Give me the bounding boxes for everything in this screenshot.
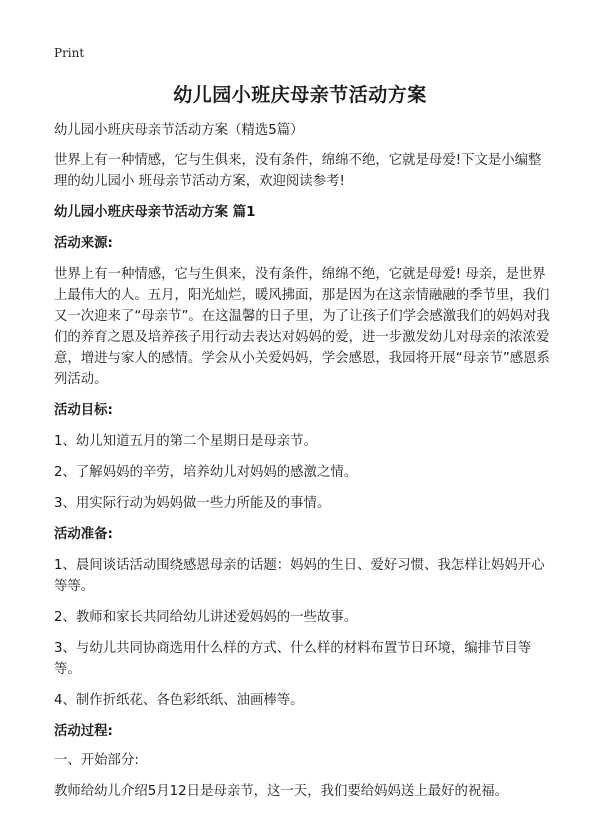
- source-paragraph: 世界上有一种情感，它与生俱来，没有条件，绵绵不绝，它就是母爱! 母亲，是世界上最伟大的人。五月，阳光灿烂，暖风拂面，那是因为在这亲情融融的季节里，我们又一次迎来了“母亲节”。在这温馨的日子里，为了让孩子们学会感激我们的妈妈对我们的养育之恩及培养孩子用行动去表达对妈妈的爱，进一步激发幼儿对母亲的浓浓爱意，增进与家人的感情。学会从小关爱妈妈，学会感恩，我园将开展“母亲节”感恩系列活动。: [54, 267, 550, 387]
- goal-item: 3、用实际行动为妈妈做一些力所能及的事情。: [54, 496, 331, 511]
- goal-item: 2、了解妈妈的辛劳，培养幼儿对妈妈的感激之情。: [54, 465, 358, 480]
- prep-item: 3、与幼儿共同协商选用什么样的方式、什么样的材料布置节日环境，编排节目等等。: [54, 641, 532, 677]
- section-title-process: 活动过程:: [54, 724, 113, 739]
- goal-item: 1、幼儿知道五月的第二个星期日是母亲节。: [54, 434, 317, 449]
- article-heading: 幼儿园小班庆母亲节活动方案 篇1: [54, 205, 256, 220]
- section-title-prep: 活动准备:: [54, 527, 113, 542]
- prep-item: 2、教师和家长共同给幼儿讲述爱妈妈的一些故事。: [54, 610, 358, 625]
- process-paragraph: 教师给幼儿介绍5月12日是母亲节，这一天，我们要给妈妈送上最好的祝福。: [54, 784, 509, 799]
- document-subtitle: 幼儿园小班庆母亲节活动方案（精选5篇）: [54, 123, 304, 138]
- section-title-source: 活动来源:: [54, 236, 113, 251]
- process-subheading: 一、开始部分:: [54, 753, 139, 768]
- page-title: 幼儿园小班庆母亲节活动方案: [173, 84, 427, 106]
- section-title-goals: 活动目标:: [54, 403, 113, 418]
- prep-item: 4、制作折纸花、各色彩纸纸、油画棒等。: [54, 693, 304, 708]
- intro-paragraph: 世界上有一种情感，它与生俱来，没有条件，绵绵不绝，它就是母爱!下文是小编整理的幼儿园小 班母亲节活动方案，欢迎阅读参考!: [54, 153, 542, 189]
- print-link[interactable]: Print: [54, 46, 85, 60]
- prep-item: 1、晨间谈话活动围绕感恩母亲的话题：妈妈的生日、爱好习惯、我怎样让妈妈开心等等。: [54, 558, 545, 594]
- document-body: [54, 120, 554, 802]
